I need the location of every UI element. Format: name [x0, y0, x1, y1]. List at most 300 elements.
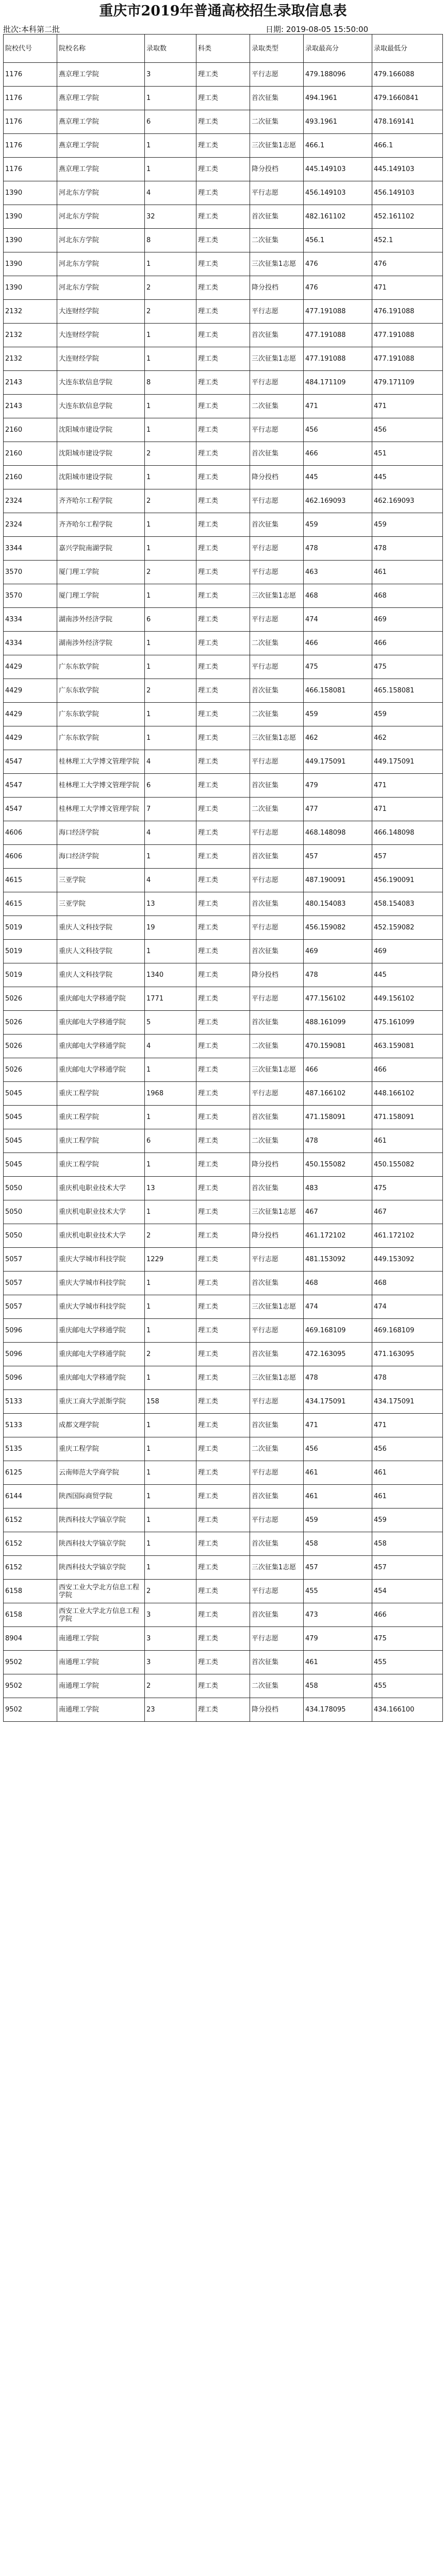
table-cell: 445.149103 — [372, 158, 443, 181]
table-cell: 471 — [372, 395, 443, 418]
table-cell: 4429 — [4, 703, 57, 726]
table-cell: 461 — [304, 1485, 372, 1509]
table-cell: 陕西国际商贸学院 — [57, 1485, 145, 1509]
table-cell: 1 — [145, 940, 196, 963]
table-cell: 西安工业大学北方信息工程学院 — [57, 1580, 145, 1603]
table-cell: 陕西科技大学镐京学院 — [57, 1556, 145, 1580]
table-cell: 475 — [304, 655, 372, 679]
table-cell: 6 — [145, 1129, 196, 1153]
table-cell: 459 — [372, 513, 443, 537]
table-row — [4, 418, 443, 442]
table-cell: 6144 — [4, 1485, 57, 1509]
table-row — [4, 750, 443, 774]
table-row — [4, 229, 443, 252]
table-cell: 首次征集 — [250, 845, 304, 869]
table-cell: 461 — [372, 561, 443, 584]
table-cell: 479 — [304, 1627, 372, 1651]
table-cell: 理工类 — [196, 1058, 250, 1082]
table-cell: 平行志愿 — [250, 1319, 304, 1343]
table-row — [4, 1035, 443, 1058]
table-row — [4, 632, 443, 655]
table-cell: 首次征集 — [250, 1485, 304, 1509]
table-cell: 理工类 — [196, 1200, 250, 1224]
table-cell: 厦门理工学院 — [57, 584, 145, 608]
table-cell: 4615 — [4, 869, 57, 892]
table-cell: 466.1 — [304, 134, 372, 158]
table-cell: 434.175091 — [372, 1390, 443, 1414]
table-cell: 476 — [304, 252, 372, 276]
table-cell: 理工类 — [196, 679, 250, 703]
table-cell: 首次征集 — [250, 1414, 304, 1437]
table-cell: 首次征集 — [250, 940, 304, 963]
table-cell: 重庆大学城市科技学院 — [57, 1295, 145, 1319]
table-cell: 平行志愿 — [250, 1082, 304, 1106]
table-cell: 2 — [145, 561, 196, 584]
table-row — [4, 442, 443, 466]
table-cell: 三次征集1志愿 — [250, 252, 304, 276]
table-cell: 重庆工程学院 — [57, 1129, 145, 1153]
table-cell: 2 — [145, 1224, 196, 1248]
table-cell: 466 — [304, 442, 372, 466]
table-cell: 452.161102 — [372, 205, 443, 229]
table-cell: 重庆机电职业技术大学 — [57, 1200, 145, 1224]
table-cell: 降分投档 — [250, 158, 304, 181]
table-cell: 理工类 — [196, 489, 250, 513]
table-cell: 理工类 — [196, 513, 250, 537]
table-cell: 重庆工商大学派斯学院 — [57, 1390, 145, 1414]
table-cell: 458 — [304, 1674, 372, 1698]
table-cell: 5026 — [4, 1011, 57, 1035]
table-cell: 1 — [145, 1319, 196, 1343]
table-cell: 理工类 — [196, 418, 250, 442]
table-cell: 重庆邮电大学移通学院 — [57, 1035, 145, 1058]
table-cell: 459 — [304, 1509, 372, 1532]
table-cell: 首次征集 — [250, 513, 304, 537]
table-cell: 厦门理工学院 — [57, 561, 145, 584]
table-cell: 重庆工程学院 — [57, 1153, 145, 1177]
table-cell: 4606 — [4, 845, 57, 869]
table-cell: 1 — [145, 134, 196, 158]
table-cell: 475 — [372, 655, 443, 679]
table-cell: 456.149103 — [304, 181, 372, 205]
table-cell: 重庆邮电大学移通学院 — [57, 1366, 145, 1390]
table-row — [4, 1651, 443, 1674]
table-cell: 首次征集 — [250, 1651, 304, 1674]
table-cell: 3 — [145, 1627, 196, 1651]
table-cell: 6152 — [4, 1532, 57, 1556]
table-cell: 大连东软信息学院 — [57, 371, 145, 395]
table-cell: 重庆人文科技学院 — [57, 940, 145, 963]
table-cell: 平行志愿 — [250, 1627, 304, 1651]
table-cell: 458 — [304, 1532, 372, 1556]
table-row — [4, 87, 443, 110]
table-cell: 云南师范大学商学院 — [57, 1461, 145, 1485]
table-cell: 理工类 — [196, 1532, 250, 1556]
table-cell: 451 — [372, 442, 443, 466]
table-cell: 平行志愿 — [250, 1248, 304, 1272]
table-cell: 齐齐哈尔工程学院 — [57, 513, 145, 537]
table-cell: 理工类 — [196, 371, 250, 395]
table-cell: 1 — [145, 845, 196, 869]
table-row — [4, 1082, 443, 1106]
table-cell: 445 — [372, 466, 443, 489]
table-cell: 理工类 — [196, 1461, 250, 1485]
page-title: 重庆市2019年普通高校招生录取信息表 — [99, 3, 347, 19]
table-cell: 6152 — [4, 1509, 57, 1532]
table-cell: 重庆机电职业技术大学 — [57, 1224, 145, 1248]
table-cell: 6 — [145, 110, 196, 134]
table-row — [4, 1437, 443, 1461]
table-cell: 452.159082 — [372, 916, 443, 940]
info-line — [0, 23, 446, 34]
table-cell: 468 — [304, 584, 372, 608]
table-cell: 456.1 — [304, 229, 372, 252]
table-cell: 450.155082 — [372, 1153, 443, 1177]
table-cell: 首次征集 — [250, 1532, 304, 1556]
table-row — [4, 276, 443, 300]
table-cell: 478 — [304, 963, 372, 987]
table-cell: 重庆邮电大学移通学院 — [57, 1343, 145, 1366]
table-row — [4, 1674, 443, 1698]
table-cell: 461.172102 — [372, 1224, 443, 1248]
table-cell: 5057 — [4, 1248, 57, 1272]
table-cell: 理工类 — [196, 869, 250, 892]
table-cell: 广东东软学院 — [57, 679, 145, 703]
table-cell: 燕京理工学院 — [57, 63, 145, 87]
table-cell: 470.159081 — [304, 1035, 372, 1058]
table-cell: 5096 — [4, 1343, 57, 1366]
table-cell: 理工类 — [196, 774, 250, 798]
table-cell: 473 — [304, 1603, 372, 1627]
table-cell: 桂林理工大学博文管理学院 — [57, 774, 145, 798]
table-cell: 平行志愿 — [250, 300, 304, 324]
table-cell: 5045 — [4, 1106, 57, 1129]
table-cell: 445 — [372, 963, 443, 987]
table-row — [4, 1627, 443, 1651]
table-cell: 1390 — [4, 229, 57, 252]
table-cell: 1340 — [145, 963, 196, 987]
table-row — [4, 584, 443, 608]
table-cell: 2160 — [4, 466, 57, 489]
table-cell: 理工类 — [196, 205, 250, 229]
table-cell: 475 — [372, 1177, 443, 1200]
table-cell: 5050 — [4, 1200, 57, 1224]
table-cell: 463.159081 — [372, 1035, 443, 1058]
column-header: 录取数 — [145, 35, 196, 63]
table-cell: 465.158081 — [372, 679, 443, 703]
table-cell: 467 — [304, 1200, 372, 1224]
table-cell: 5026 — [4, 1058, 57, 1082]
table-cell: 河北东方学院 — [57, 205, 145, 229]
table-cell: 434.178095 — [304, 1698, 372, 1722]
table-cell: 478 — [304, 537, 372, 561]
table-cell: 471 — [372, 774, 443, 798]
table-cell: 5050 — [4, 1224, 57, 1248]
table-cell: 488.161099 — [304, 1011, 372, 1035]
table-cell: 二次征集 — [250, 632, 304, 655]
table-row — [4, 1390, 443, 1414]
table-cell: 广东东软学院 — [57, 726, 145, 750]
table-cell: 理工类 — [196, 655, 250, 679]
table-cell: 468 — [304, 1272, 372, 1295]
table-cell: 1 — [145, 1366, 196, 1390]
table-cell: 4 — [145, 869, 196, 892]
table-cell: 457 — [372, 845, 443, 869]
table-cell: 477.156102 — [304, 987, 372, 1011]
table-cell: 1968 — [145, 1082, 196, 1106]
table-cell: 理工类 — [196, 1414, 250, 1437]
table-cell: 462 — [372, 726, 443, 750]
table-cell: 西安工业大学北方信息工程学院 — [57, 1603, 145, 1627]
table-cell: 1390 — [4, 276, 57, 300]
table-row — [4, 1129, 443, 1153]
table-cell: 理工类 — [196, 1082, 250, 1106]
table-cell: 理工类 — [196, 1248, 250, 1272]
table-cell: 456 — [304, 418, 372, 442]
table-row — [4, 1011, 443, 1035]
table-cell: 河北东方学院 — [57, 252, 145, 276]
table-cell: 477.191088 — [304, 347, 372, 371]
table-cell: 河北东方学院 — [57, 229, 145, 252]
table-row — [4, 1461, 443, 1485]
table-cell: 471 — [304, 395, 372, 418]
table-row — [4, 513, 443, 537]
table-cell: 478 — [304, 1129, 372, 1153]
table-cell: 1 — [145, 726, 196, 750]
table-cell: 理工类 — [196, 892, 250, 916]
table-cell: 469.168109 — [372, 1319, 443, 1343]
table-row — [4, 1485, 443, 1509]
table-cell: 478 — [372, 1366, 443, 1390]
table-cell: 海口经济学院 — [57, 821, 145, 845]
table-cell: 3 — [145, 1603, 196, 1627]
table-cell: 理工类 — [196, 1035, 250, 1058]
table-cell: 理工类 — [196, 229, 250, 252]
table-cell: 471 — [372, 798, 443, 821]
table-cell: 平行志愿 — [250, 1390, 304, 1414]
table-row — [4, 798, 443, 821]
table-cell: 平行志愿 — [250, 916, 304, 940]
table-cell: 理工类 — [196, 963, 250, 987]
table-cell: 466 — [372, 1603, 443, 1627]
table-cell: 湖南涉外经济学院 — [57, 632, 145, 655]
table-cell: 459 — [372, 703, 443, 726]
table-cell: 1 — [145, 1200, 196, 1224]
table-row — [4, 869, 443, 892]
table-cell: 首次征集 — [250, 442, 304, 466]
table-cell: 455 — [372, 1651, 443, 1674]
table-cell: 449.175091 — [372, 750, 443, 774]
table-row — [4, 1177, 443, 1200]
table-cell: 理工类 — [196, 442, 250, 466]
table-cell: 首次征集 — [250, 774, 304, 798]
column-header: 院校名称 — [57, 35, 145, 63]
table-cell: 理工类 — [196, 1698, 250, 1722]
table-cell: 二次征集 — [250, 395, 304, 418]
table-cell: 6152 — [4, 1556, 57, 1580]
table-row — [4, 158, 443, 181]
table-cell: 458 — [372, 1532, 443, 1556]
table-cell: 4429 — [4, 655, 57, 679]
table-cell: 445 — [304, 466, 372, 489]
table-cell: 首次征集 — [250, 1343, 304, 1366]
table-cell: 降分投档 — [250, 1698, 304, 1722]
table-cell: 重庆邮电大学移通学院 — [57, 987, 145, 1011]
table-cell: 1390 — [4, 205, 57, 229]
table-cell: 1 — [145, 1485, 196, 1509]
table-cell: 6125 — [4, 1461, 57, 1485]
table-row — [4, 466, 443, 489]
table-cell: 理工类 — [196, 608, 250, 632]
table-cell: 理工类 — [196, 466, 250, 489]
table-body — [4, 63, 443, 1722]
table-cell: 降分投档 — [250, 963, 304, 987]
table-cell: 471.158091 — [372, 1106, 443, 1129]
table-cell: 三亚学院 — [57, 892, 145, 916]
table-cell: 理工类 — [196, 1224, 250, 1248]
table-cell: 首次征集 — [250, 1272, 304, 1295]
table-cell: 理工类 — [196, 561, 250, 584]
table-row — [4, 655, 443, 679]
table-cell: 469.168109 — [304, 1319, 372, 1343]
table-cell: 434.175091 — [304, 1390, 372, 1414]
table-cell: 理工类 — [196, 395, 250, 418]
table-row — [4, 134, 443, 158]
table-cell: 2 — [145, 300, 196, 324]
table-row — [4, 1343, 443, 1366]
table-cell: 466.1 — [372, 134, 443, 158]
table-cell: 484.171109 — [304, 371, 372, 395]
table-cell: 1 — [145, 632, 196, 655]
table-cell: 重庆工程学院 — [57, 1437, 145, 1461]
table-cell: 理工类 — [196, 632, 250, 655]
table-cell: 三亚学院 — [57, 869, 145, 892]
table-cell: 6158 — [4, 1603, 57, 1627]
table-row — [4, 561, 443, 584]
table-cell: 2143 — [4, 371, 57, 395]
table-cell: 477 — [304, 798, 372, 821]
table-cell: 重庆机电职业技术大学 — [57, 1177, 145, 1200]
table-cell: 4429 — [4, 726, 57, 750]
table-cell: 4429 — [4, 679, 57, 703]
table-cell: 1 — [145, 324, 196, 347]
table-cell: 二次征集 — [250, 229, 304, 252]
table-cell: 2 — [145, 1674, 196, 1698]
table-row — [4, 1272, 443, 1295]
table-cell: 1176 — [4, 134, 57, 158]
table-cell: 3344 — [4, 537, 57, 561]
table-row — [4, 679, 443, 703]
table-cell: 1 — [145, 418, 196, 442]
table-cell: 1 — [145, 1556, 196, 1580]
table-cell: 434.166100 — [372, 1698, 443, 1722]
table-cell: 理工类 — [196, 916, 250, 940]
table-cell: 二次征集 — [250, 798, 304, 821]
table-cell: 456.190091 — [372, 869, 443, 892]
table-cell: 5019 — [4, 916, 57, 940]
table-row — [4, 726, 443, 750]
table-row — [4, 300, 443, 324]
table-cell: 2 — [145, 489, 196, 513]
table-cell: 理工类 — [196, 252, 250, 276]
table-cell: 平行志愿 — [250, 489, 304, 513]
table-row — [4, 987, 443, 1011]
table-cell: 平行志愿 — [250, 537, 304, 561]
table-row — [4, 1224, 443, 1248]
table-cell: 13 — [145, 892, 196, 916]
table-cell: 大连财经学院 — [57, 300, 145, 324]
table-cell: 455 — [304, 1580, 372, 1603]
table-cell: 4 — [145, 750, 196, 774]
table-cell: 454 — [372, 1580, 443, 1603]
table-cell: 467 — [372, 1200, 443, 1224]
table-cell: 理工类 — [196, 63, 250, 87]
table-cell: 理工类 — [196, 158, 250, 181]
table-cell: 降分投档 — [250, 1224, 304, 1248]
table-cell: 5045 — [4, 1129, 57, 1153]
table-cell: 461 — [372, 1485, 443, 1509]
table-cell: 468.148098 — [304, 821, 372, 845]
table-cell: 重庆大学城市科技学院 — [57, 1272, 145, 1295]
table-cell: 450.155082 — [304, 1153, 372, 1177]
table-cell: 平行志愿 — [250, 869, 304, 892]
table-cell: 8 — [145, 371, 196, 395]
table-cell: 1 — [145, 1058, 196, 1082]
table-cell: 首次征集 — [250, 1106, 304, 1129]
table-row — [4, 1106, 443, 1129]
table-row — [4, 703, 443, 726]
table-cell: 沈阳城市建设学院 — [57, 442, 145, 466]
table-cell: 459 — [304, 703, 372, 726]
table-cell: 陕西科技大学镐京学院 — [57, 1532, 145, 1556]
table-cell: 6158 — [4, 1580, 57, 1603]
table-cell: 457 — [304, 845, 372, 869]
table-cell: 2132 — [4, 300, 57, 324]
table-cell: 1 — [145, 703, 196, 726]
table-cell: 嘉兴学院南湖学院 — [57, 537, 145, 561]
table-row — [4, 916, 443, 940]
table-cell: 燕京理工学院 — [57, 158, 145, 181]
table-cell: 沈阳城市建设学院 — [57, 418, 145, 442]
table-cell: 大连财经学院 — [57, 347, 145, 371]
table-cell: 4547 — [4, 774, 57, 798]
table-cell: 469 — [372, 940, 443, 963]
table-cell: 479.166088 — [372, 63, 443, 87]
table-cell: 三次征集1志愿 — [250, 1556, 304, 1580]
table-cell: 重庆人文科技学院 — [57, 916, 145, 940]
table-cell: 理工类 — [196, 845, 250, 869]
table-cell: 466 — [304, 1058, 372, 1082]
table-row — [4, 1295, 443, 1319]
table-cell: 4334 — [4, 632, 57, 655]
table-cell: 477.191088 — [304, 300, 372, 324]
table-cell: 三次征集1志愿 — [250, 1200, 304, 1224]
table-cell: 5045 — [4, 1082, 57, 1106]
table-cell: 河北东方学院 — [57, 276, 145, 300]
table-cell: 2132 — [4, 347, 57, 371]
table-cell: 理工类 — [196, 347, 250, 371]
table-cell: 2132 — [4, 324, 57, 347]
table-cell: 456.149103 — [372, 181, 443, 205]
table-cell: 5026 — [4, 1035, 57, 1058]
table-cell: 23 — [145, 1698, 196, 1722]
table-cell: 456 — [372, 1437, 443, 1461]
table-cell: 478.169141 — [372, 110, 443, 134]
table-cell: 474 — [304, 1295, 372, 1319]
admission-table — [3, 34, 443, 1722]
table-cell: 476 — [372, 252, 443, 276]
table-cell: 457 — [304, 1556, 372, 1580]
